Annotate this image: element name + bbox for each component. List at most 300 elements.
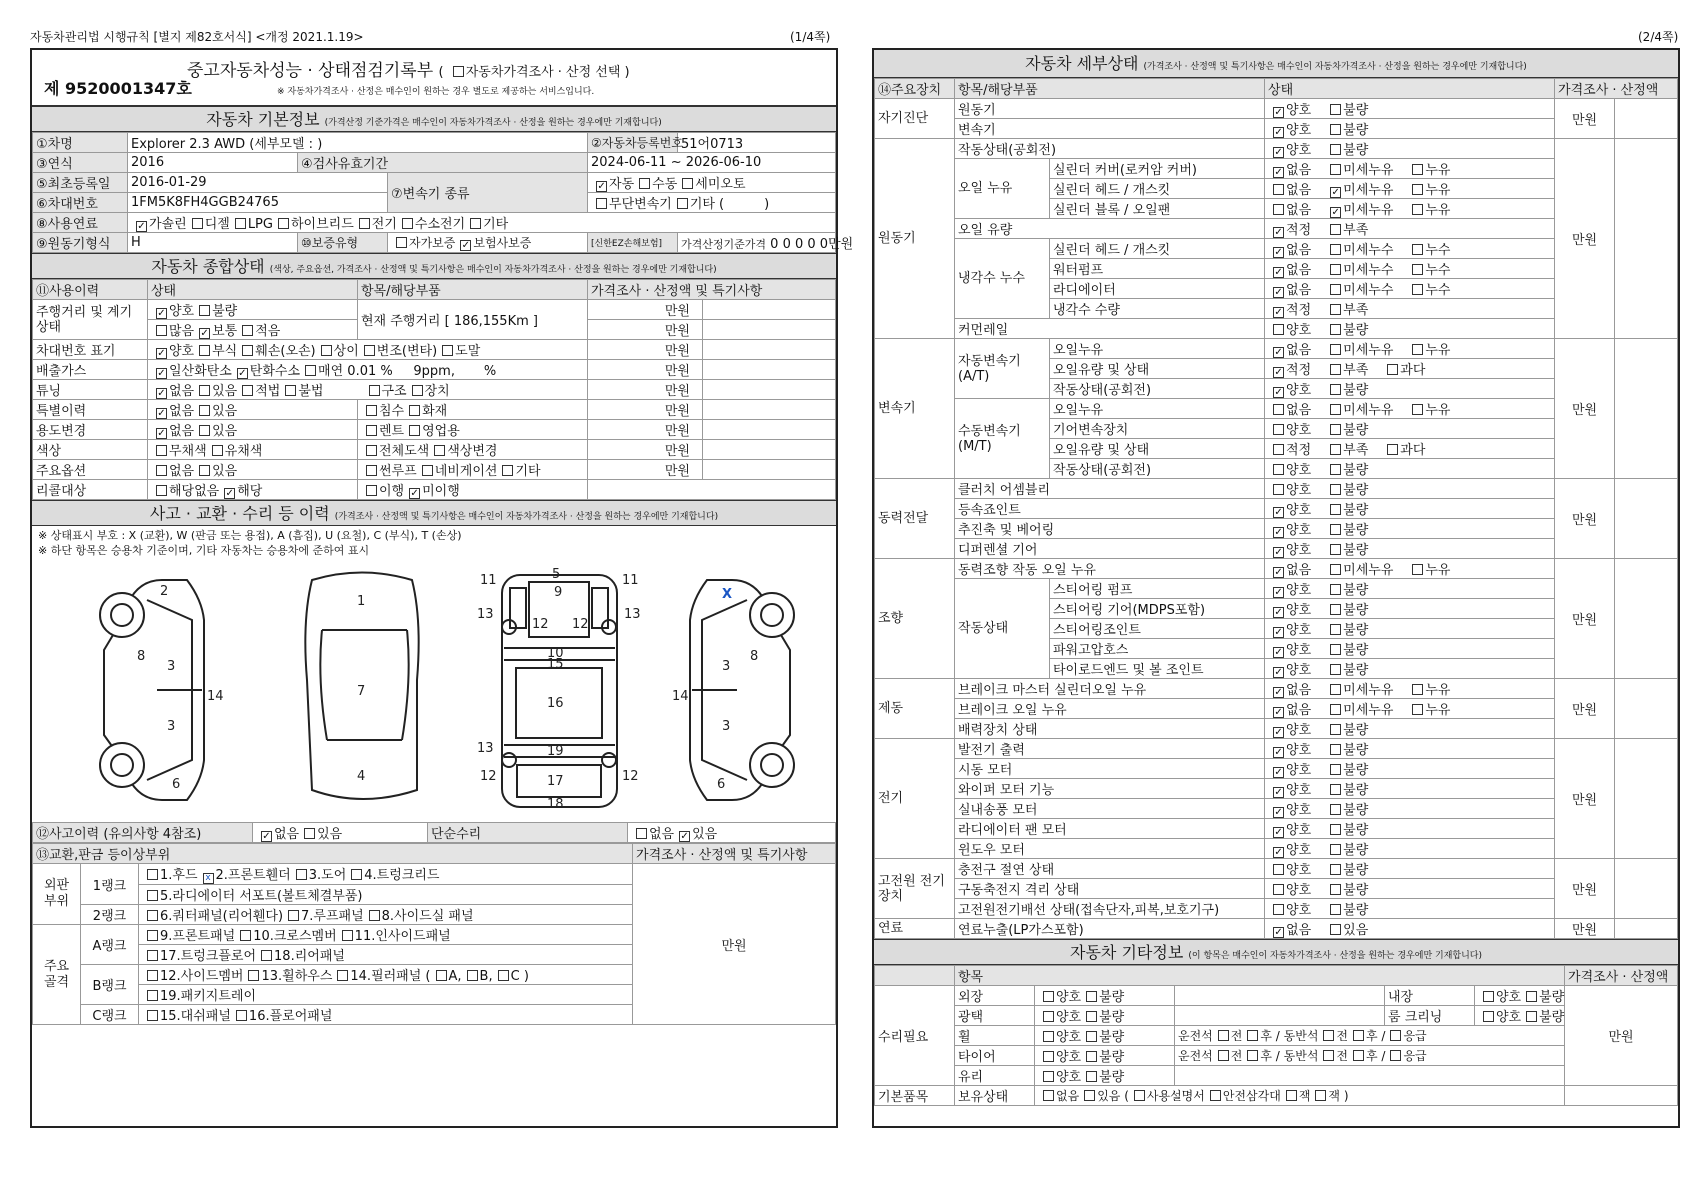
business-checkbox[interactable]	[409, 425, 420, 436]
item-state: 양호 불량	[1265, 459, 1555, 479]
mileage-many-checkbox[interactable]	[156, 325, 167, 336]
vinplate-corrode-checkbox[interactable]	[199, 345, 210, 356]
bad-checkbox[interactable]	[1330, 864, 1341, 875]
leak-minor-checkbox[interactable]	[1330, 684, 1341, 695]
tire-dr-checkbox[interactable]	[1247, 1050, 1258, 1061]
interior-bad-checkbox[interactable]	[1526, 991, 1537, 1002]
over-checkbox[interactable]	[1387, 444, 1398, 455]
bad-checkbox[interactable]	[1330, 124, 1341, 135]
price-tuning: 만원	[588, 380, 703, 400]
wheel-house-checkbox[interactable]	[248, 970, 259, 981]
good-checkbox[interactable]	[1273, 727, 1284, 738]
item-group-label: 작동상태	[955, 579, 1050, 679]
good-checkbox[interactable]	[1273, 767, 1284, 778]
short-checkbox[interactable]	[1330, 304, 1341, 315]
glass-bad-checkbox[interactable]	[1086, 1071, 1097, 1082]
item-sub-label: 오일유량 및 상태	[1050, 439, 1265, 459]
triangle-checkbox[interactable]	[1210, 1090, 1221, 1101]
bad-checkbox[interactable]	[1330, 644, 1341, 655]
gauge-bad-checkbox[interactable]	[199, 305, 210, 316]
tuning-legal-checkbox[interactable]	[242, 385, 253, 396]
leak-minor-checkbox[interactable]	[1330, 404, 1341, 415]
item-group-label: 자동변속기 (A/T)	[955, 339, 1050, 399]
tire-em-checkbox[interactable]	[1390, 1050, 1401, 1061]
front-panel-checkbox[interactable]	[147, 930, 158, 941]
good-checkbox[interactable]	[1273, 607, 1284, 618]
short-checkbox[interactable]	[1330, 364, 1341, 375]
roof-panel-checkbox[interactable]	[288, 910, 299, 921]
leak-checkbox[interactable]	[1412, 344, 1423, 355]
good-checkbox[interactable]	[1273, 807, 1284, 818]
item-sub-label: 기어변속장치	[1050, 419, 1265, 439]
bad-checkbox[interactable]	[1330, 784, 1341, 795]
special-none-checkbox[interactable]	[156, 408, 167, 419]
item-state: ✓ 양호 불량	[1265, 599, 1555, 619]
none-checkbox[interactable]	[1273, 567, 1284, 578]
simple-repair-label: 단순수리	[428, 823, 628, 843]
full-paint-checkbox[interactable]	[366, 445, 377, 456]
trans-row-2: 무단변속기 기타 ( )	[588, 193, 836, 213]
good-checkbox[interactable]	[1273, 507, 1284, 518]
jack2-checkbox[interactable]	[1315, 1090, 1326, 1101]
recall-done-checkbox[interactable]	[366, 485, 377, 496]
wheel-dr-checkbox[interactable]	[1247, 1030, 1258, 1041]
basic-info-title: 자동차 기본정보 (가격산정 기준가격은 매수인이 자동차가격조사 · 산정을 원하는 경우에만 기재합니다)	[32, 106, 836, 132]
item-state: 없음 미세누유 누유	[1265, 399, 1555, 419]
emission-label: 배출가스	[33, 360, 148, 380]
leak-checkbox[interactable]	[1412, 404, 1423, 415]
pillar-panel-checkbox[interactable]	[337, 970, 348, 981]
rankC-label: C랭크	[81, 1005, 139, 1025]
manual-checkbox[interactable]	[1134, 1090, 1145, 1101]
leak-minor-checkbox[interactable]	[1330, 564, 1341, 575]
leak-minor-checkbox[interactable]	[1330, 164, 1341, 175]
trans-auto-checkbox[interactable]	[596, 181, 607, 192]
bad-checkbox[interactable]	[1330, 724, 1341, 735]
good-checkbox[interactable]	[1273, 904, 1284, 915]
option-etc-checkbox[interactable]	[502, 465, 513, 476]
door-checkbox[interactable]	[296, 869, 307, 880]
accident-options: ✓ 없음 있음	[253, 823, 428, 843]
item-sub-label: 실린더 헤드 / 개스킷	[1050, 239, 1265, 259]
tire-pr-checkbox[interactable]	[1353, 1050, 1364, 1061]
cross-member-checkbox[interactable]	[240, 930, 251, 941]
trans-manual-checkbox[interactable]	[639, 178, 650, 189]
fuel-electric-checkbox[interactable]	[359, 218, 370, 229]
trunk-lid-checkbox[interactable]	[351, 869, 362, 880]
wheel-em-checkbox[interactable]	[1390, 1030, 1401, 1041]
item-state: 없음✓ 미세누유 누유	[1265, 179, 1555, 199]
glass-good-checkbox[interactable]	[1043, 1071, 1054, 1082]
dash-panel-checkbox[interactable]	[147, 1010, 158, 1021]
good-checkbox[interactable]	[1273, 127, 1284, 138]
gloss-good-checkbox[interactable]	[1043, 1011, 1054, 1022]
em-smoke-checkbox[interactable]	[305, 365, 316, 376]
none-checkbox[interactable]	[1273, 204, 1284, 215]
diagram-label-6: 6	[172, 777, 181, 792]
gauge-good-checkbox[interactable]	[156, 308, 167, 319]
good-checkbox[interactable]	[1273, 627, 1284, 638]
diagram-label-18: 18	[547, 797, 564, 812]
none-checkbox[interactable]	[1273, 267, 1284, 278]
tuning-illegal-checkbox[interactable]	[285, 385, 296, 396]
good-checkbox[interactable]	[1273, 647, 1284, 658]
room-good-checkbox[interactable]	[1483, 1011, 1494, 1022]
vinplate-good-checkbox[interactable]	[156, 348, 167, 359]
leak-checkbox[interactable]	[1412, 184, 1423, 195]
pillar-b-checkbox[interactable]	[467, 970, 478, 981]
bad-checkbox[interactable]	[1330, 804, 1341, 815]
good-checkbox[interactable]	[1273, 387, 1284, 398]
good-checkbox[interactable]	[1273, 324, 1284, 335]
good-checkbox[interactable]	[1273, 547, 1284, 558]
section-label: 조향	[875, 559, 955, 679]
repair-none-checkbox[interactable]	[636, 828, 647, 839]
exists-checkbox[interactable]	[1330, 924, 1341, 935]
trans-etc-checkbox[interactable]	[677, 198, 688, 209]
item-label: 추진축 및 베어링	[955, 519, 1265, 539]
rear-panel-checkbox[interactable]	[261, 950, 272, 961]
good-checkbox[interactable]	[1273, 667, 1284, 678]
item-group-label: 수동변속기 (M/T)	[955, 399, 1050, 479]
diagram-label-6b: 6	[717, 777, 726, 792]
item-label: 클러치 어셈블리	[955, 479, 1265, 499]
trunk-floor-checkbox[interactable]	[147, 950, 158, 961]
mileage-normal-checkbox[interactable]	[199, 328, 210, 339]
glass-label: 유리	[955, 1066, 1035, 1086]
wheel-pr-checkbox[interactable]	[1353, 1030, 1364, 1041]
side-sill-checkbox[interactable]	[369, 910, 380, 921]
rank1-row1: 1.후드 x 2.프론트휀더 3.도어 4.트렁크리드	[139, 864, 633, 885]
item-state: ✓ 양호 불량	[1265, 759, 1555, 779]
none-checkbox[interactable]	[1273, 687, 1284, 698]
achromatic-checkbox[interactable]	[156, 445, 167, 456]
none-checkbox[interactable]	[1273, 184, 1284, 195]
own-none-checkbox[interactable]	[1043, 1090, 1054, 1101]
none-checkbox[interactable]	[1273, 927, 1284, 938]
diagram-label-12c: 12	[480, 769, 497, 784]
none-checkbox[interactable]	[1273, 707, 1284, 718]
good-checkbox[interactable]	[1273, 884, 1284, 895]
tire-label: 타이어	[955, 1046, 1035, 1066]
wheel-pf-checkbox[interactable]	[1323, 1030, 1334, 1041]
mileage-label: 주행거리 및 계기상태	[33, 300, 148, 340]
tuning-none-checkbox[interactable]	[156, 388, 167, 399]
tuning-exists-checkbox[interactable]	[199, 385, 210, 396]
item-state: 양호 불량	[1265, 879, 1555, 899]
tire-good-checkbox[interactable]	[1043, 1051, 1054, 1062]
tuning-structure-checkbox[interactable]	[369, 385, 380, 396]
diagram-label-14: 14	[207, 689, 224, 704]
price-emission: 만원	[588, 360, 703, 380]
vinplate-diff-checkbox[interactable]	[321, 345, 332, 356]
section-label: 고전원 전기장치	[875, 859, 955, 919]
floor-panel-checkbox[interactable]	[236, 1010, 247, 1021]
bad-checkbox[interactable]	[1330, 744, 1341, 755]
special-exists-checkbox[interactable]	[199, 405, 210, 416]
good-checkbox[interactable]	[1273, 827, 1284, 838]
own-exists-checkbox[interactable]	[1084, 1090, 1095, 1101]
leak-checkbox[interactable]	[1412, 164, 1423, 175]
fuel-hydrogen-checkbox[interactable]	[402, 218, 413, 229]
fuel-label: ⑧사용연료	[33, 213, 128, 233]
ok-checkbox[interactable]	[1273, 307, 1284, 318]
diagram-label-1: 1	[357, 594, 366, 609]
diagram-label-7: 7	[357, 684, 366, 699]
ok-checkbox[interactable]	[1273, 227, 1284, 238]
coolant-checkbox[interactable]	[1412, 244, 1423, 255]
vinplate-damage-checkbox[interactable]	[242, 345, 253, 356]
fuel-gasoline-checkbox[interactable]	[136, 221, 147, 232]
reg-no-label: ②자동차등록번호	[588, 133, 678, 153]
room-bad-checkbox[interactable]	[1526, 1011, 1537, 1022]
bad-checkbox[interactable]	[1330, 464, 1341, 475]
item-label: 커먼레일	[955, 319, 1265, 339]
special-options: ✓ 없음 있음	[148, 400, 358, 420]
pillar-c-checkbox[interactable]	[498, 970, 509, 981]
good-checkbox[interactable]	[1273, 464, 1284, 475]
exterior-good-checkbox[interactable]	[1043, 991, 1054, 1002]
bad-checkbox[interactable]	[1330, 584, 1341, 595]
color-change-checkbox[interactable]	[434, 445, 445, 456]
section-price: 만원	[1555, 739, 1615, 859]
option-none-checkbox[interactable]	[156, 465, 167, 476]
section-label: 동력전달	[875, 479, 955, 559]
recall-notdone-checkbox[interactable]	[409, 488, 420, 499]
item-state: 양호 불량	[1265, 419, 1555, 439]
bad-checkbox[interactable]	[1330, 904, 1341, 915]
own-state-opts: 없음 있음 ( 사용설명서 안전삼각대 잭 잭 )	[1035, 1086, 1565, 1106]
leak-minor-checkbox[interactable]	[1330, 704, 1341, 715]
mileage-few-checkbox[interactable]	[242, 325, 253, 336]
inside-panel-checkbox[interactable]	[342, 930, 353, 941]
sunroof-checkbox[interactable]	[366, 465, 377, 476]
first-reg-label: ⑤최초등록일	[33, 173, 128, 193]
leak-checkbox[interactable]	[1412, 564, 1423, 575]
bad-checkbox[interactable]	[1330, 544, 1341, 555]
package-tray-checkbox[interactable]	[147, 990, 158, 1001]
exchange-mark-x: X	[722, 587, 733, 602]
item-state: ✓ 양호 불량	[1265, 739, 1555, 759]
none-checkbox[interactable]	[1273, 247, 1284, 258]
radiator-support-checkbox[interactable]	[147, 890, 158, 901]
coolant-minor-checkbox[interactable]	[1330, 244, 1341, 255]
vinplate-altered-checkbox[interactable]	[364, 345, 375, 356]
recall-applicable-checkbox[interactable]	[224, 488, 235, 499]
leak-minor-checkbox[interactable]	[1330, 207, 1341, 218]
none-checkbox[interactable]	[1273, 347, 1284, 358]
form-reference: 자동차관리법 시행규칙 [별지 제82호서식] <개정 2021.1.19>	[30, 30, 364, 44]
rent-checkbox[interactable]	[366, 425, 377, 436]
section-price: 만원	[1555, 859, 1615, 919]
coolant-checkbox[interactable]	[1412, 284, 1423, 295]
fuel-lpg-checkbox[interactable]	[235, 218, 246, 229]
gloss-bad-checkbox[interactable]	[1086, 1011, 1097, 1022]
fuel-etc-checkbox[interactable]	[470, 218, 481, 229]
item-state: ✓ 양호 불량	[1265, 819, 1555, 839]
chromatic-checkbox[interactable]	[212, 445, 223, 456]
bad-checkbox[interactable]	[1330, 324, 1341, 335]
room-clean-opts: 양호 불량	[1475, 1006, 1565, 1026]
bad-checkbox[interactable]	[1330, 824, 1341, 835]
quarter-panel-checkbox[interactable]	[147, 910, 158, 921]
fuel-hybrid-checkbox[interactable]	[278, 218, 289, 229]
usage-exists-checkbox[interactable]	[199, 425, 210, 436]
side-member-checkbox[interactable]	[147, 970, 158, 981]
fire-checkbox[interactable]	[409, 405, 420, 416]
good-checkbox[interactable]	[1273, 147, 1284, 158]
bad-checkbox[interactable]	[1330, 484, 1341, 495]
good-checkbox[interactable]	[1273, 107, 1284, 118]
diagram-label-10: 10	[547, 646, 564, 661]
none-checkbox[interactable]	[1273, 167, 1284, 178]
bad-checkbox[interactable]	[1330, 524, 1341, 535]
navi-checkbox[interactable]	[422, 465, 433, 476]
item-state: ✓ 양호 불량	[1265, 839, 1555, 859]
option-exists-checkbox[interactable]	[199, 465, 210, 476]
good-checkbox[interactable]	[1273, 424, 1284, 435]
bad-checkbox[interactable]	[1330, 504, 1341, 515]
leak-checkbox[interactable]	[1412, 684, 1423, 695]
price-check-checkbox[interactable]	[453, 66, 464, 77]
warranty-ins-checkbox[interactable]	[460, 240, 471, 251]
item-state: ✓ 없음 미세누수 누수	[1265, 259, 1555, 279]
good-checkbox[interactable]	[1273, 527, 1284, 538]
bad-checkbox[interactable]	[1330, 104, 1341, 115]
coolant-checkbox[interactable]	[1412, 264, 1423, 275]
em-hc-checkbox[interactable]	[237, 368, 248, 379]
bad-checkbox[interactable]	[1330, 844, 1341, 855]
interior-good-checkbox[interactable]	[1483, 991, 1494, 1002]
item-state: ✓ 양호 불량	[1265, 139, 1555, 159]
section-price: 만원	[1555, 679, 1615, 739]
bad-checkbox[interactable]	[1330, 664, 1341, 675]
mileage-text: 현재 주행거리 [ 186,155Km ]	[358, 300, 588, 340]
diagram-label-4: 4	[357, 769, 366, 784]
page-number-1: (1/4쪽)	[790, 30, 831, 44]
hood-checkbox[interactable]	[147, 869, 158, 880]
good-checkbox[interactable]	[1273, 787, 1284, 798]
tire-bad-checkbox[interactable]	[1086, 1051, 1097, 1062]
bad-checkbox[interactable]	[1330, 604, 1341, 615]
trans-cvt-checkbox[interactable]	[596, 198, 607, 209]
bad-checkbox[interactable]	[1330, 424, 1341, 435]
usage-none-checkbox[interactable]	[156, 428, 167, 439]
car-diagram-svg	[32, 560, 836, 822]
pillar-a-checkbox[interactable]	[436, 970, 447, 981]
item-state: ✓ 양호 불량	[1265, 719, 1555, 739]
recall-na-checkbox[interactable]	[156, 485, 167, 496]
leak-checkbox[interactable]	[1412, 704, 1423, 715]
fuel-options: ✓ 가솔린 디젤 LPG 하이브리드 전기 수소전기 기타	[128, 213, 836, 233]
wheel-df-checkbox[interactable]	[1218, 1030, 1229, 1041]
section-label: 자기진단	[875, 99, 955, 139]
ok-checkbox[interactable]	[1273, 367, 1284, 378]
rankB-row1: 12.사이드멤버 13.휠하우스 14.필러패널 ( A, B, C )	[139, 965, 633, 985]
rankB-label: B랭크	[81, 965, 139, 1005]
good-checkbox[interactable]	[1273, 747, 1284, 758]
item-state: ✓ 적정 부족	[1265, 299, 1555, 319]
bad-checkbox[interactable]	[1330, 884, 1341, 895]
short-checkbox[interactable]	[1330, 224, 1341, 235]
item-state: ✓ 적정 부족 과다	[1265, 359, 1555, 379]
over-checkbox[interactable]	[1387, 364, 1398, 375]
none-checkbox[interactable]	[1273, 404, 1284, 415]
section-price: 만원	[1555, 139, 1615, 339]
none-checkbox[interactable]	[1273, 287, 1284, 298]
wheel-good-checkbox[interactable]	[1043, 1031, 1054, 1042]
bad-checkbox[interactable]	[1330, 624, 1341, 635]
diagram-label-12d: 12	[622, 769, 639, 784]
base-price: 가격산정기준가격 0 0 0 0 0만원	[678, 233, 836, 253]
rankA-row1: 9.프론트패널 10.크로스멤버 11.인사이드패널	[139, 925, 633, 945]
good-checkbox[interactable]	[1273, 847, 1284, 858]
accident-exists-checkbox[interactable]	[304, 828, 315, 839]
fuel-diesel-checkbox[interactable]	[192, 218, 203, 229]
warranty-label: ⑩보증유형	[298, 233, 388, 253]
diagram-label-13c: 13	[477, 741, 494, 756]
short-checkbox[interactable]	[1330, 444, 1341, 455]
exterior-bad-checkbox[interactable]	[1086, 991, 1097, 1002]
coolant-minor-checkbox[interactable]	[1330, 284, 1341, 295]
leak-minor-checkbox[interactable]	[1330, 344, 1341, 355]
leak-minor-checkbox[interactable]	[1330, 187, 1341, 198]
doc-number: 제 9520001347호	[44, 79, 192, 98]
wheel-opts: 양호 불량	[1035, 1026, 1175, 1046]
flood-checkbox[interactable]	[366, 405, 377, 416]
wheel-label: 휠	[955, 1026, 1035, 1046]
good-checkbox[interactable]	[1273, 587, 1284, 598]
color-label: 색상	[33, 440, 148, 460]
ok-checkbox[interactable]	[1273, 444, 1284, 455]
good-checkbox[interactable]	[1273, 864, 1284, 875]
section-note	[1615, 739, 1678, 859]
section-note	[1615, 339, 1678, 479]
warranty-self-checkbox[interactable]	[396, 237, 407, 248]
usage-items: 렌트 영업용	[358, 420, 588, 440]
item-state: ✓ 양호 불량	[1265, 619, 1555, 639]
em-co-checkbox[interactable]	[156, 368, 167, 379]
trans-semi-checkbox[interactable]	[682, 178, 693, 189]
good-checkbox[interactable]	[1273, 484, 1284, 495]
item-state: 양호 불량	[1265, 899, 1555, 919]
front-fender-checkbox[interactable]: x	[203, 873, 214, 884]
item-label: 발전기 출력	[955, 739, 1265, 759]
accident-label: ⑫사고이력 (유의사항 4참조)	[33, 823, 253, 843]
tire-df-checkbox[interactable]	[1218, 1050, 1229, 1061]
other-col-price: 가격조사 · 산정액	[1565, 966, 1678, 986]
item-sub-label: 스티어링 기어(MDPS포함)	[1050, 599, 1265, 619]
repair-exists-checkbox[interactable]	[679, 831, 690, 842]
wheel-bad-checkbox[interactable]	[1086, 1031, 1097, 1042]
diagram-label-12b: 12	[572, 617, 589, 632]
bad-checkbox[interactable]	[1330, 384, 1341, 395]
gloss-label: 광택	[955, 1006, 1035, 1026]
wheel-positions: 운전석 전 후 / 동반석 전 후 / 응급	[1175, 1026, 1565, 1046]
jack-checkbox[interactable]	[1286, 1090, 1297, 1101]
tire-pf-checkbox[interactable]	[1323, 1050, 1334, 1061]
leak-checkbox[interactable]	[1412, 204, 1423, 215]
accident-none-checkbox[interactable]	[261, 831, 272, 842]
tuning-device-checkbox[interactable]	[412, 385, 423, 396]
coolant-minor-checkbox[interactable]	[1330, 264, 1341, 275]
vinplate-paint-checkbox[interactable]	[442, 345, 453, 356]
item-sub-label: 실린더 헤드 / 개스킷	[1050, 179, 1265, 199]
bad-checkbox[interactable]	[1330, 764, 1341, 775]
bad-checkbox[interactable]	[1330, 144, 1341, 155]
section-label: 원동기	[875, 139, 955, 339]
item-sub-label: 오일누유	[1050, 339, 1265, 359]
